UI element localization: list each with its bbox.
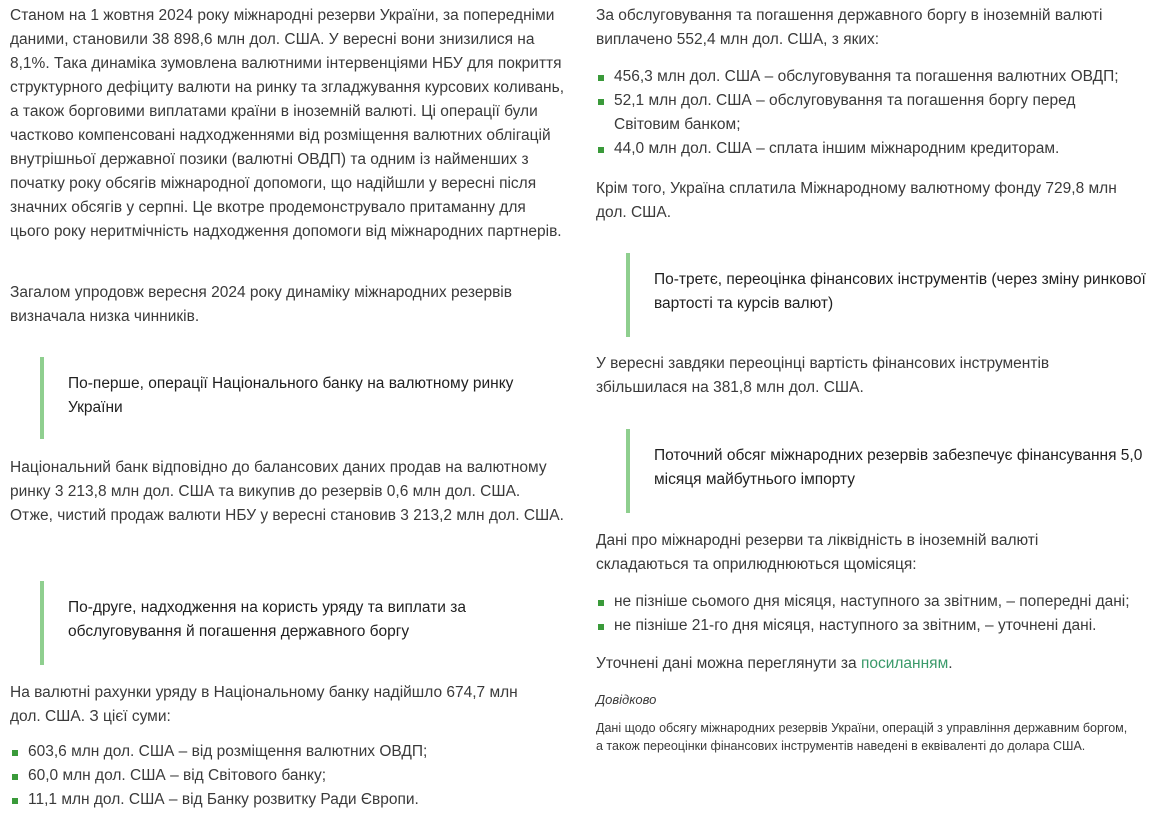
refined-data-link[interactable]: посиланням <box>860 655 949 672</box>
summary-paragraph: Загалом упродовж вересня 2024 року динаміку міжнародних резервів визначала низка чинників. <box>10 284 512 325</box>
list-item: 11,1 млн дол. США – від Банку розвитку Ради Європи. <box>10 788 565 812</box>
debt-intro-paragraph: За обслуговування та погашення державного боргу в іноземній валюті виплачено 552,4 млн дол. США, з яких: <box>596 7 1103 48</box>
list-item: 603,6 млн дол. США – від розміщення валютних ОВДП; <box>10 740 565 764</box>
reference-title: Довідково <box>596 692 657 707</box>
list-item: 52,1 млн дол. США – обслуговування та погашення боргу перед Світовим банком; <box>596 89 1114 137</box>
data-publication-list <box>596 590 1152 638</box>
quote-import-coverage-text: Поточний обсяг міжнародних резервів забезпечує фінансування 5,0 місяця майбутнього імпорту <box>654 447 1143 488</box>
imf-paragraph: Крім того, Україна сплатила Міжнародному валютному фонду 729,8 млн дол. США. <box>596 180 1117 221</box>
list-item: 44,0 млн дол. США – сплата іншим міжнародним кредиторам. <box>596 137 1146 161</box>
revaluation-paragraph: У вересні завдяки переоцінці вартість фінансових інструментів збільшилася на 381,8 млн дол. США. <box>596 355 1050 396</box>
quote-revaluation <box>626 253 1154 337</box>
quote-revaluation-text: По-третє, переоцінка фінансових інструментів (через зміну ринкової вартості та курсів валют) <box>654 271 1146 312</box>
list-item: не пізніше сьомого дня місяця, наступного за звітним, – попередні дані; <box>596 590 1152 614</box>
list-item: 456,3 млн дол. США – обслуговування та погашення валютних ОВДП; <box>596 65 1146 89</box>
bullet-icon <box>598 75 604 81</box>
quote-nbu-operations-text: По-перше, операції Національного банку на валютному ринку України <box>68 375 514 416</box>
government-intro-paragraph: На валютні рахунки уряду в Національному банку надійшло 674,7 млн дол. США. З цієї суми: <box>10 684 518 725</box>
quote-government-flows <box>40 581 548 665</box>
quote-government-flows-text: По-друге, надходження на користь уряду та виплати за обслуговування й погашення державного боргу <box>68 599 466 640</box>
quote-import-coverage <box>626 429 1158 513</box>
bullet-icon <box>12 750 18 756</box>
debt-payments-list <box>596 65 1146 161</box>
reference-text: Дані щодо обсягу міжнародних резервів України, операцій з управління державним боргом, а також переоцінки фінансових інструментів наведені в еквіваленті до долара США. <box>596 721 1128 753</box>
intro-paragraph: Станом на 1 жовтня 2024 року міжнародні резерви України, за попередніми даними, становили 38 898,6 млн дол. США. У вересні вони знизилися на 8,1%. Така динаміка зумовлена валютними інтервенціями НБУ для покриття структурного дефіциту валюти на ринку та згладжування курсових коливань, а також борговими виплатами країни в іноземній валюті. Ці операції були частково компенсовані надходженнями від розміщення валютних облігацій внутрішньої державної позики (валютні ОВДП) та одним із найменших з початку року обсягів міжнародної допомоги, що надійшли у вересні після значних обсягів у серпні. Це вкотре продемонструвало притаманну для цього року неритмічність надходження допомоги від міжнародних партнерів. <box>10 7 565 240</box>
bullet-icon <box>12 798 18 804</box>
bullet-icon <box>12 774 18 780</box>
bullet-icon <box>598 600 604 606</box>
list-item: не пізніше 21-го дня місяця, наступного за звітним, – уточнені дані. <box>596 614 1152 638</box>
government-inflows-list <box>10 740 565 812</box>
data-publication-paragraph: Дані про міжнародні резерви та ліквідність в іноземній валюті складаються та оприлюднюються щомісяця: <box>596 532 1039 573</box>
bullet-icon <box>598 147 604 153</box>
bullet-icon <box>598 624 604 630</box>
quote-nbu-operations <box>40 357 548 439</box>
bullet-icon <box>598 99 604 105</box>
list-item: 60,0 млн дол. США – від Світового банку; <box>10 764 565 788</box>
refined-data-paragraph: Уточнені дані можна переглянути за посиланням. <box>596 655 953 672</box>
nbu-operations-paragraph: Національний банк відповідно до балансових даних продав на валютному ринку 3 213,8 млн дол. США та викупив до резервів 0,6 млн дол. США. Отже, чистий продаж валюти НБУ у вересні становив 3 213,2 млн дол. США. <box>10 459 564 524</box>
